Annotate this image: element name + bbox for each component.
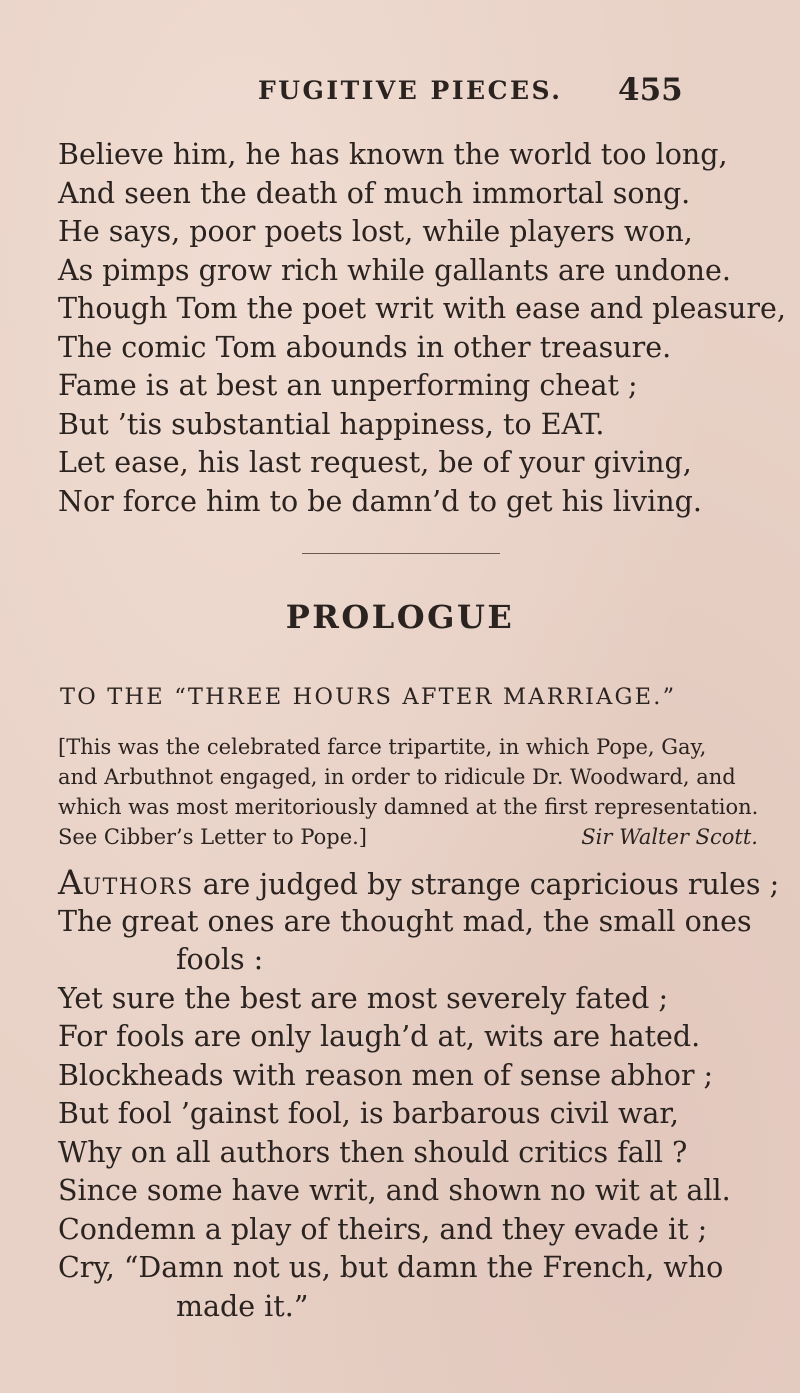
- verse-line: The comic Tom abounds in other treasure.: [58, 330, 672, 364]
- verse-line: Believe him, he has known the world too long,: [58, 138, 728, 171]
- note-line-last: [58, 822, 758, 852]
- note-line: which was most meritoriously damned at the first representation.: [58, 795, 759, 819]
- verse-line: Nor force him to be damn’d to get his living.: [58, 484, 702, 518]
- editorial-note: [58, 732, 758, 852]
- verse-line-first: [58, 864, 778, 903]
- note-line: See Cibber’s Letter to Pope.]: [58, 825, 367, 849]
- verse-line: He says, poor poets lost, while players won,: [58, 215, 693, 248]
- verse-line-continuation: fools :: [176, 943, 264, 976]
- verse-line: And seen the death of much immortal song.: [58, 176, 691, 210]
- prologue-title: PROLOGUE: [285, 598, 515, 636]
- verse-line-continuation: made it.”: [176, 1289, 309, 1323]
- running-title: FUGITIVE PIECES.: [258, 76, 563, 105]
- first-line-text: are judged by strange capricious rules ;: [193, 868, 780, 901]
- verse-line: But fool ’gainst fool, is barbarous civil war,: [58, 1097, 679, 1130]
- running-head: [0, 72, 800, 116]
- verse-line: Since some have writ, and shown no wit at all.: [58, 1174, 731, 1207]
- epilogue-verse: [58, 136, 786, 521]
- verse-line: Yet sure the best are most severely fated ;: [58, 981, 669, 1015]
- page-number: 455: [618, 72, 683, 108]
- verse-line: Blockheads with reason men of sense abhor ;: [58, 1058, 714, 1092]
- verse-line: For fools are only laugh’d at, wits are hated.: [58, 1020, 701, 1053]
- note-attribution: Sir Walter Scott.: [581, 825, 758, 849]
- note-line: [This was the celebrated farce tripartite, in which Pope, Gay,: [58, 735, 707, 759]
- verse-line: Cry, “Damn not us, but damn the French, who: [58, 1251, 724, 1284]
- prologue-verse: [58, 864, 778, 1326]
- verse-line: Condemn a play of theirs, and they evade it ;: [58, 1212, 708, 1246]
- verse-line: As pimps grow rich while gallants are undone.: [58, 253, 731, 287]
- verse-line: Fame is at best an unperforming cheat ;: [58, 369, 638, 402]
- verse-line: Though Tom the poet writ with ease and pleasure,: [58, 292, 786, 325]
- prologue-subtitle: TO THE “THREE HOURS AFTER MARRIAGE.”: [60, 684, 677, 710]
- verse-line: But ’tis substantial happiness, to EAT.: [58, 407, 605, 441]
- drop-initial: A: [58, 863, 83, 903]
- section-divider: [302, 553, 500, 554]
- note-line: and Arbuthnot engaged, in order to ridicule Dr. Woodward, and: [58, 765, 736, 789]
- verse-line: Let ease, his last request, be of your giving,: [58, 446, 692, 479]
- verse-line: Why on all authors then should critics fall ?: [58, 1135, 688, 1169]
- first-word-smallcaps: UTHORS: [82, 875, 194, 900]
- verse-line: The great ones are thought mad, the small ones: [58, 904, 752, 938]
